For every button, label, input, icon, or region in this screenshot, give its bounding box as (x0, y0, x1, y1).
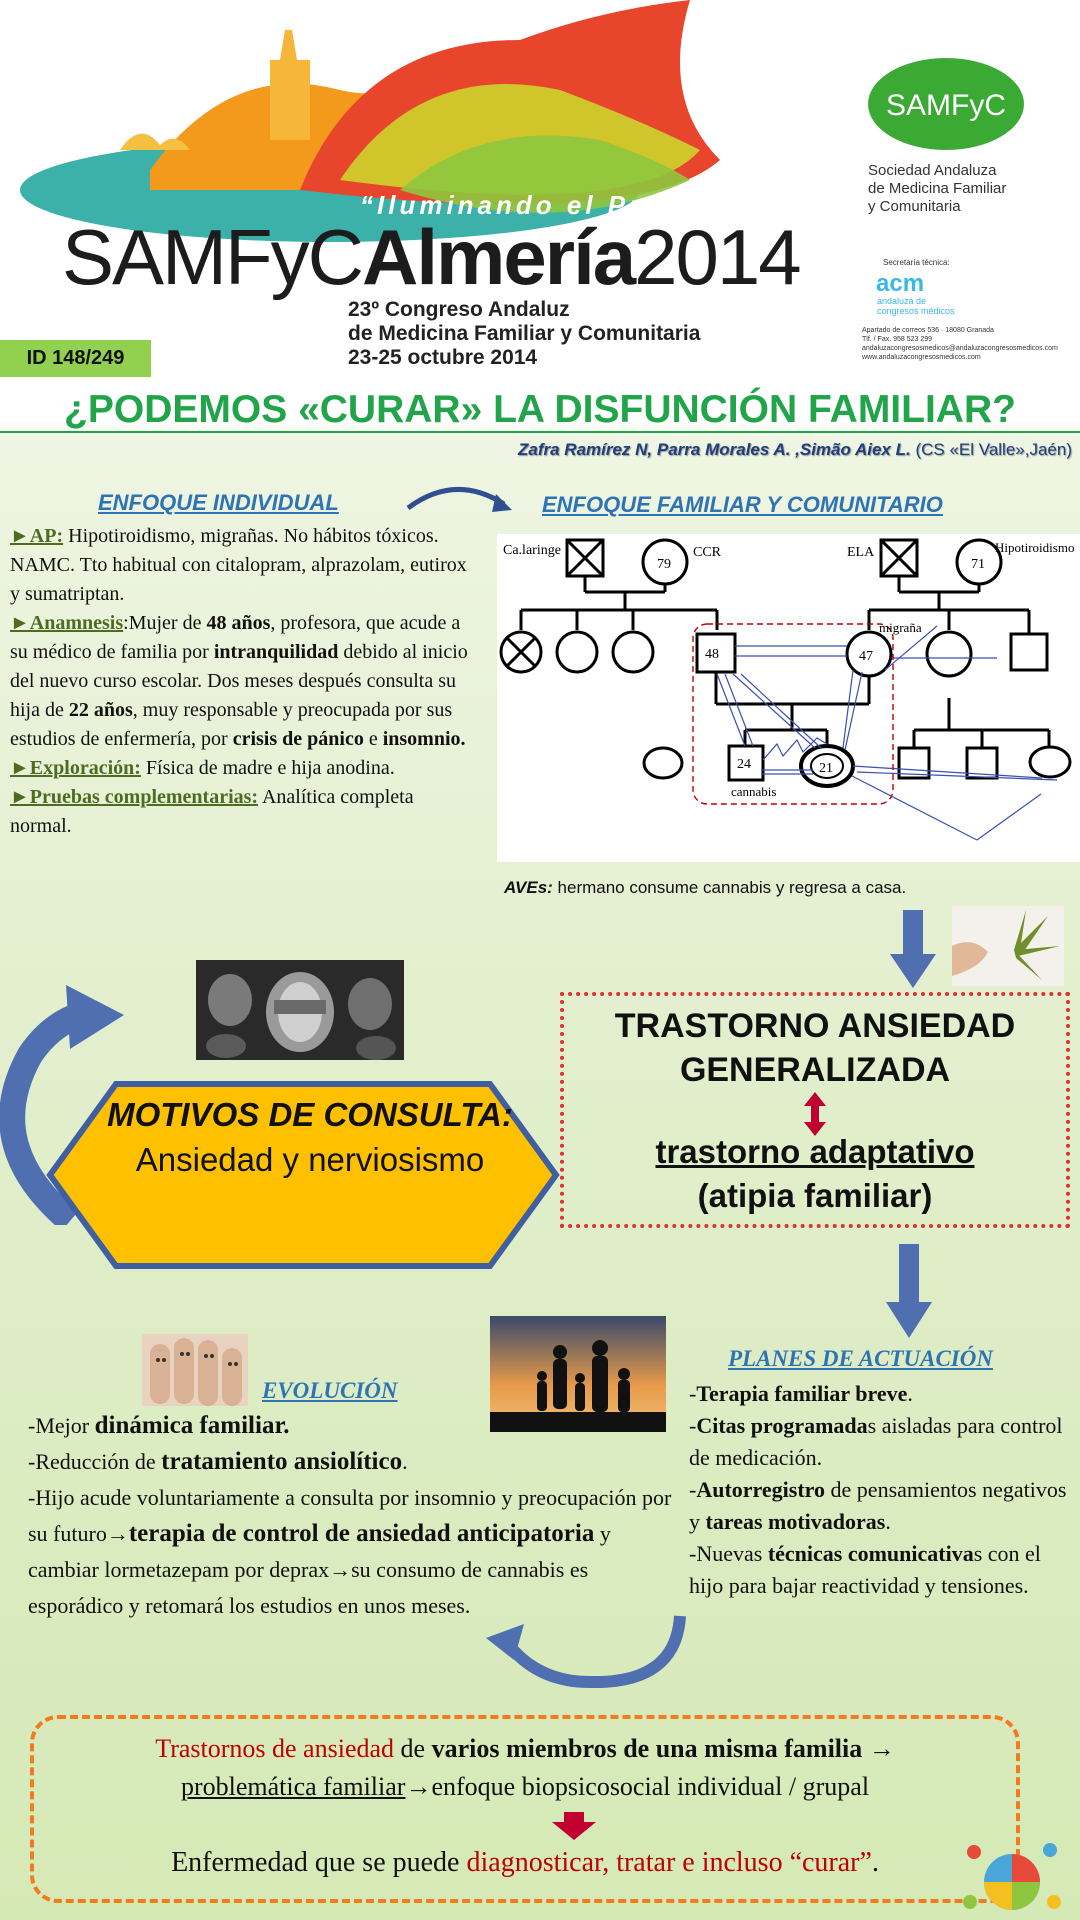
anxiety-faces-photo (196, 960, 404, 1060)
diagnosis-line-1: TRASTORNO ANSIEDAD (614, 1007, 1016, 1045)
red-down-arrow-icon (552, 1812, 596, 1840)
anam-text-7: , muy responsable y preocupada por sus estudios de enfermería, por (10, 699, 453, 750)
plan-item-2 (689, 1410, 1074, 1474)
evol-2b: tratamiento ansiolítico (161, 1448, 403, 1475)
familiar-heading: ENFOQUE FAMILIAR Y COMUNITARIO (542, 492, 943, 517)
ap-paragraph (10, 522, 480, 609)
concl-1b: de (394, 1734, 432, 1763)
acm-sub-2: congresos médicos (877, 306, 955, 316)
concl-3b: diagnosticar, tratar e incluso “curar” (466, 1847, 872, 1878)
uncle-right-1 (927, 632, 971, 676)
exploracion-label: ►Exploración: (10, 757, 141, 779)
planes-content (689, 1378, 1074, 1602)
author-names: Zafra Ramírez N, Parra Morales A. ,Simão Aiex L. (518, 440, 911, 459)
pruebas-text: Analítica completa normal. (10, 786, 414, 837)
evol-arrow-2: → (329, 1557, 352, 1582)
plan-3e: . (885, 1509, 891, 1534)
label-age-48: 48 (705, 647, 719, 662)
uncle-right-2 (1011, 634, 1047, 670)
label-age-47: 47 (859, 649, 873, 664)
aves-label: AVEs: (504, 878, 553, 897)
anamnesis-label: ►Anamnesis (10, 612, 124, 634)
conclusion-line-1 (30, 1730, 1020, 1768)
aves-text: hermano consume cannabis y regresa a casa. (552, 878, 907, 897)
evol-3a: -Hijo acude voluntariamente a consulta por insomnio y preocupación por su futuro (28, 1485, 672, 1546)
label-hipotiroidismo: Hipotiroidismo (995, 540, 1075, 555)
diagnosis-line-2: GENERALIZADA (679, 1051, 951, 1089)
evol-3c: y cambiar lormetazepam por deprax (28, 1521, 611, 1582)
address-2: Tlf. / Fax. 958 523 299 (862, 336, 933, 343)
ap-text: Hipotiroidismo, migrañas. No hábitos tóxicos. NAMC. Tto habitual con citalopram, alprazolam, eutirox y sumatriptan. (10, 525, 467, 605)
puzzle-people-icon (960, 1832, 1064, 1916)
aunt-1 (557, 632, 597, 672)
relative-3 (1030, 747, 1070, 777)
samfyc-logo-icon (862, 52, 1030, 156)
concl-2a: problemática familiar (180, 1772, 406, 1801)
finger-faces-photo (142, 1334, 248, 1406)
evol-3d: su consumo de cannabis es esporádico y retomará los estudios en unos meses. (28, 1557, 589, 1618)
id-badge: ID 148/249 (0, 340, 151, 377)
address-4: www.andaluzacongresosmedicos.com (862, 354, 981, 361)
anam-text-9: e (363, 728, 383, 750)
authors (518, 440, 1072, 460)
pruebas-paragraph (10, 783, 480, 841)
anam-text-6: 22 años (68, 699, 133, 721)
label-age-71: 71 (971, 557, 985, 572)
anam-text-1: :Mujer de (123, 612, 207, 634)
diagnosis-line-3: trastorno adaptativo (655, 1133, 975, 1170)
congress-line-1: 23º Congreso Andaluz (348, 298, 570, 321)
anam-text-8: crisis de pánico (232, 728, 364, 750)
anam-text-10: insomnio. (382, 728, 466, 750)
genogram-diagram (497, 534, 1080, 862)
down-arrow-icon (888, 910, 938, 990)
down-arrow-2-icon (884, 1244, 934, 1340)
anam-text-2: 48 años (206, 612, 271, 634)
evol-3b: terapia de control de ansiedad anticipatoria (128, 1520, 595, 1547)
label-age-79: 79 (657, 557, 671, 572)
header (0, 0, 1080, 420)
plan-3b: Autorregistro (696, 1477, 826, 1502)
plan-1c: . (907, 1381, 913, 1406)
plan-4b: técnicas comunicativa (767, 1541, 974, 1566)
label-age-24: 24 (737, 757, 751, 772)
affiliation: (CS «El Valle»,Jaén) (915, 440, 1072, 459)
plan-4a: -Nuevas (689, 1541, 768, 1566)
ap-label: ►AP: (10, 525, 64, 547)
evol-item-1 (28, 1408, 678, 1444)
motivos-label: MOTIVOS DE CONSULTA: (107, 1096, 513, 1133)
samfyc-name (868, 162, 1006, 216)
motivos-body: Ansiedad y nerviosismo (135, 1141, 485, 1178)
samfyc-name-3: y Comunitaria (868, 198, 961, 215)
plan-2c: s aisladas para control de medicación. (689, 1413, 1063, 1470)
congress-name (348, 298, 700, 346)
concl-3a: Enfermedad que se puede (171, 1847, 467, 1878)
plan-4c: s con el hijo para bajar reactividad y tensiones. (689, 1541, 1041, 1598)
return-arrow-icon (480, 1610, 690, 1692)
plan-3d: tareas motivadoras (705, 1509, 886, 1534)
plan-2a: - (689, 1413, 697, 1438)
concl-1a: Trastornos de ansiedad (155, 1734, 395, 1763)
conclusion-text (30, 1730, 1020, 1806)
secretaria-address (862, 326, 1058, 362)
title-divider (0, 431, 1080, 433)
address-1: Apartado de correos 536 · 18080 Granada (862, 327, 994, 334)
diagnosis-secondary (564, 1130, 1066, 1218)
anam-text-5: debido al inicio del nuevo curso escolar. Dos meses después consulta su hija de (10, 641, 468, 721)
cannabis-leaf-photo (952, 906, 1064, 986)
label-ccr: CCR (693, 545, 722, 560)
brand-year: 2014 (634, 213, 800, 301)
exploracion-paragraph (10, 754, 480, 783)
concl-arrow: → (862, 1734, 895, 1763)
diagnosis-box (560, 992, 1070, 1228)
plan-3c: de pensamientos negativos y (689, 1477, 1067, 1534)
evolucion-heading: EVOLUCIÓN (262, 1378, 398, 1403)
plan-1b: Terapia familiar breve (696, 1381, 908, 1406)
evol-item-2 (28, 1444, 678, 1480)
individual-content (10, 522, 480, 841)
diagnosis-line-4: (atipia familiar) (697, 1177, 933, 1214)
address-3: andaluzacongresosmedicos@andaluzacongresosmedicos.com (862, 345, 1058, 352)
pruebas-label: ►Pruebas complementarias: (10, 786, 259, 808)
samfyc-logo-text: SAMFyC (886, 89, 1006, 122)
congress-line-2: de Medicina Familiar y Comunitaria (348, 322, 701, 345)
individual-heading: ENFOQUE INDIVIDUAL (98, 490, 339, 515)
evol-arrow-1: → (106, 1521, 129, 1546)
diagnosis-main (564, 1004, 1066, 1092)
samfyc-name-2: de Medicina Familiar (868, 180, 1007, 197)
brand-bold: Almería (362, 213, 635, 301)
planes-heading: PLANES DE ACTUACIÓN (728, 1346, 993, 1371)
plan-item-4 (689, 1538, 1074, 1602)
acm-sub-1: andaluza de (877, 296, 927, 306)
plan-2b: Citas programada (696, 1413, 868, 1438)
evolucion-content (28, 1408, 678, 1624)
anamnesis-paragraph (10, 609, 480, 754)
label-age-21: 21 (819, 761, 833, 776)
evol-2a: -Reducción de (28, 1449, 162, 1474)
samfyc-name-1: Sociedad Andaluza (868, 162, 997, 179)
label-ca-laringe: Ca.laringe (503, 543, 561, 558)
label-migrana: migraña (879, 620, 922, 635)
anam-text-4: intranquilidad (213, 641, 339, 663)
evol-2c: . (402, 1449, 408, 1474)
congress-brand (62, 212, 800, 303)
acm-logo: acm (876, 270, 925, 297)
conclusion-line-2 (30, 1768, 1020, 1806)
concl-1c: varios miembros de una misma familia (431, 1734, 863, 1763)
son-partner (644, 748, 682, 778)
conclusion-line-3 (30, 1847, 1020, 1879)
aunt-2 (613, 632, 653, 672)
slogan: “Iluminando el Presente” (360, 190, 767, 220)
genogram (497, 534, 1080, 862)
evol-1b: dinámica familiar. (94, 1412, 290, 1439)
plan-3a: - (689, 1477, 697, 1502)
concl-2b: enfoque biopsicosocial individual / grupal (431, 1772, 870, 1801)
plan-item-3 (689, 1474, 1074, 1538)
evol-1a: -Mejor (28, 1413, 95, 1438)
curved-arrow-icon (400, 478, 520, 518)
congress-dates: 23-25 octubre 2014 (348, 346, 538, 369)
label-cannabis: cannabis (731, 784, 777, 799)
evol-item-3 (28, 1480, 678, 1624)
motivos-text (75, 1092, 545, 1182)
concl-3c: . (871, 1847, 879, 1878)
brand-light: SAMFyC (62, 213, 362, 301)
poster-title: ¿PODEMOS «CURAR» LA DISFUNCIÓN FAMILIAR? (64, 388, 1016, 431)
exploracion-text: Física de madre e hija anodina. (140, 757, 395, 779)
acm-subtitle (877, 296, 955, 316)
secretaria-label: Secretaría técnica: (883, 258, 950, 267)
aves-note (504, 878, 906, 898)
plan-item-1 (689, 1378, 1074, 1410)
concl-2arrow: → (405, 1772, 432, 1801)
anam-text-3: , profesora, que acude a su médico de familia por (10, 612, 461, 663)
label-ela: ELA (847, 545, 875, 560)
plan-1a: - (689, 1381, 697, 1406)
